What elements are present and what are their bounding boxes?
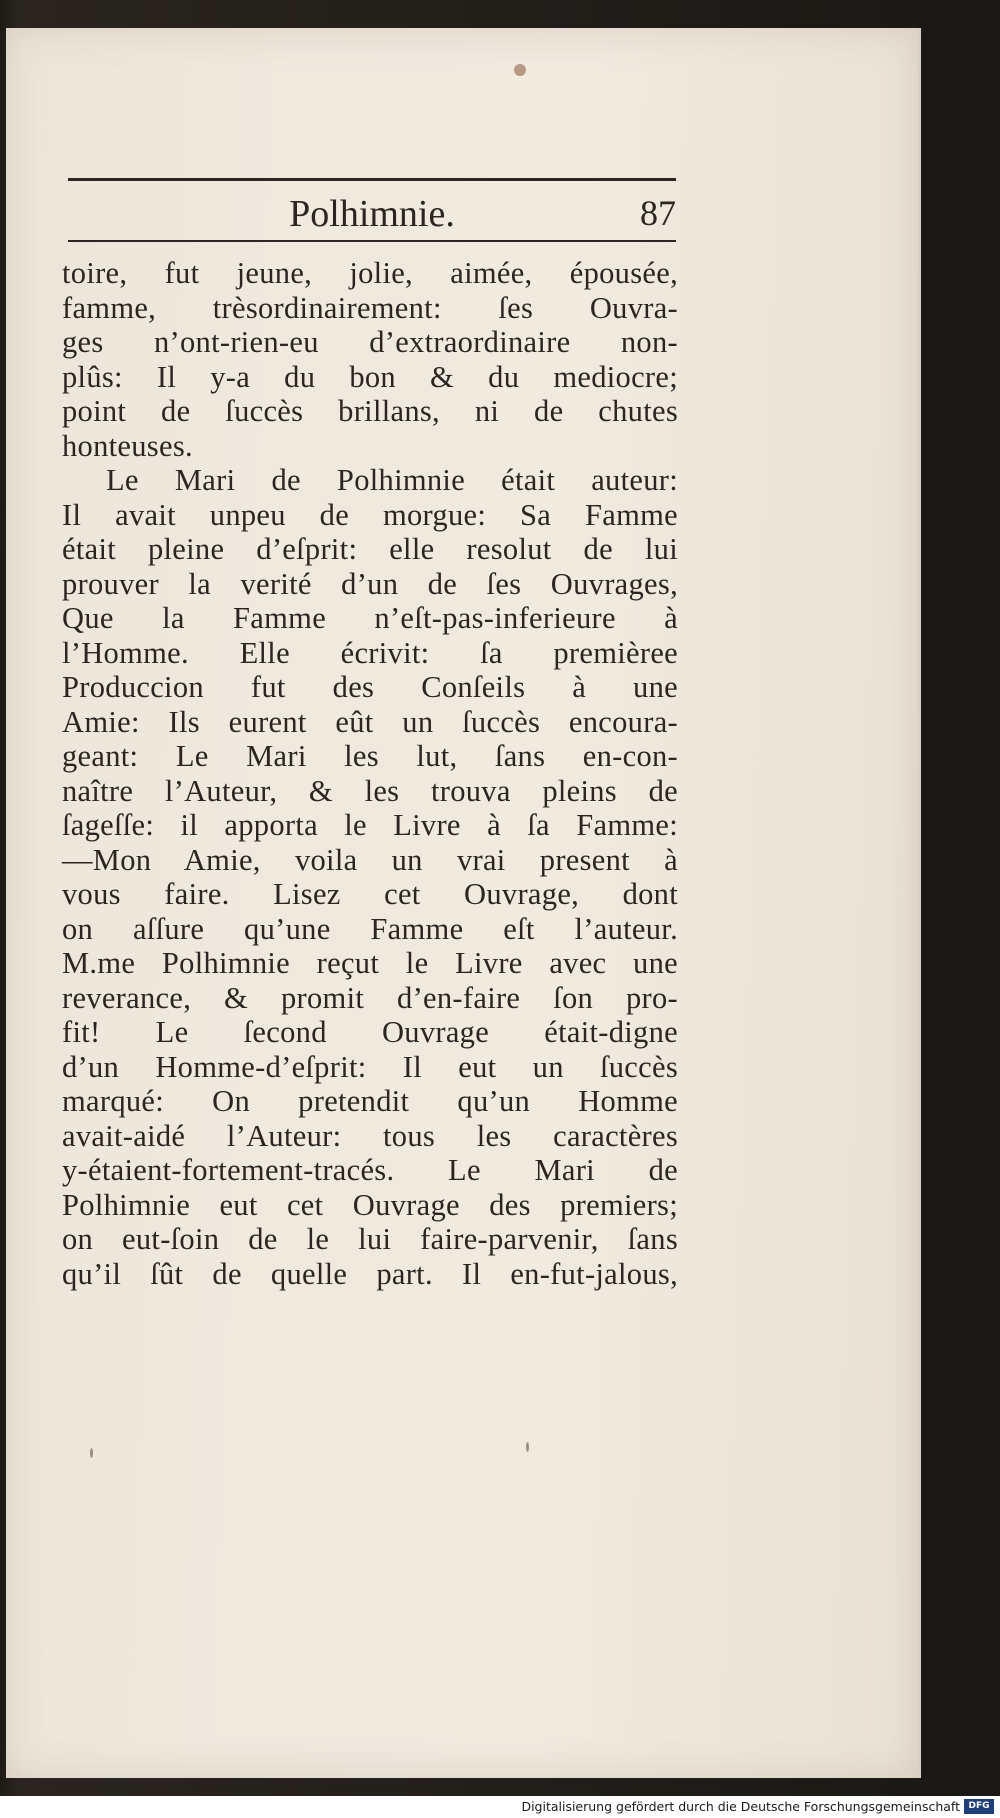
text-line: d’un Homme-d’eſprit: Il eut un ſuccès <box>62 1049 678 1084</box>
running-title: Polhimnie. <box>289 193 455 235</box>
text-line: on aſſure qu’une Famme eſt l’auteur. <box>62 911 678 946</box>
text-line: avait-aidé l’Auteur: tous les caractères <box>62 1118 678 1153</box>
paper-stain <box>90 1448 93 1458</box>
text-line: —Mon Amie, voila un vrai present à <box>62 842 678 877</box>
text-line: ges n’ont-rien-eu d’extraordinaire non- <box>62 325 678 359</box>
text-line: fit! Le ſecond Ouvrage était-digne <box>62 1015 678 1049</box>
page-number: 87 <box>640 193 676 233</box>
text-line: honteuses. <box>62 428 193 463</box>
text-line: vous faire. Lisez cet Ouvrage, dont <box>62 877 678 911</box>
text-line: Amie: Ils eurent eût un ſuccès encoura- <box>62 704 678 739</box>
paper-stain <box>526 1442 529 1452</box>
digitization-footer <box>0 1796 1000 1818</box>
text-line: prouver la verité d’un de ſes Ouvrages, <box>62 566 678 601</box>
header-rule-bottom <box>68 240 676 242</box>
text-line: on eut-ſoin de le lui faire-parvenir, ſans <box>62 1222 678 1256</box>
text-line: point de ſuccès brillans, ni de chutes <box>62 394 678 428</box>
text-line: était pleine d’eſprit: elle resolut de lui <box>62 532 678 566</box>
text-line: reverance, & promit d’en-faire ſon pro- <box>62 980 678 1015</box>
body-text <box>62 256 678 1291</box>
text-line: y-étaient-fortement-tracés. Le Mari de <box>62 1153 678 1187</box>
text-line: Produccion fut des Conſeils à une <box>62 670 678 704</box>
text-line: Il avait unpeu de morgue: Sa Famme <box>62 497 678 532</box>
text-line: ſageſſe: il apporta le Livre à ſa Famme: <box>62 808 678 842</box>
header-rule-top <box>68 178 676 181</box>
text-line: Que la Famme n’eſt-pas-inferieure à <box>62 601 678 635</box>
text-line: marqué: On pretendit qu’un Homme <box>62 1084 678 1118</box>
text-line: toire, fut jeune, jolie, aimée, épousée, <box>62 256 678 290</box>
text-line: M.me Polhimnie reçut le Livre avec une <box>62 946 678 980</box>
paragraph-start-line: Le Mari de Polhimnie était auteur: <box>106 463 678 497</box>
text-line: plûs: Il y-a du bon & du mediocre; <box>62 359 678 394</box>
text-line: l’Homme. Elle écrivit: ſa premièree <box>62 635 678 670</box>
text-line: geant: Le Mari les lut, ſans en-con- <box>62 739 678 773</box>
text-line: naître l’Auteur, & les trouva pleins de <box>62 773 678 808</box>
running-head <box>68 184 676 240</box>
funding-credit: Digitalisierung gefördert durch die Deutsche Forschungsgemeinschaft <box>521 1799 960 1814</box>
paper-stain <box>514 64 526 76</box>
text-line: qu’il ſût de quelle part. Il en-fut-jalous, <box>62 1256 678 1291</box>
dfg-logo: DFG <box>964 1799 994 1814</box>
text-line: famme, trèsordinairement: ſes Ouvra- <box>62 290 678 325</box>
text-line: Polhimnie eut cet Ouvrage des premiers; <box>62 1187 678 1222</box>
